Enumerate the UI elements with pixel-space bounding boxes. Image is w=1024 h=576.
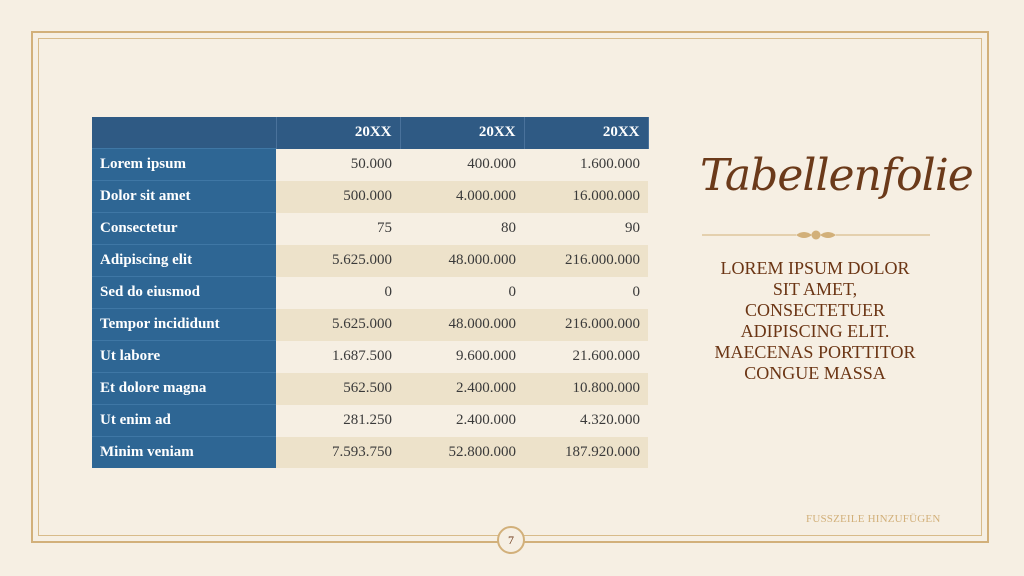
table-cell: 2.400.000 [400,405,524,437]
row-label: Dolor sit amet [92,181,276,213]
table-cell: 187.920.000 [524,437,648,469]
table-cell: 4.320.000 [524,405,648,437]
table-cell: 7.593.750 [276,437,400,469]
ornament-divider-icon [702,226,930,244]
row-label: Et dolore magna [92,373,276,405]
table-header-cell [92,117,276,149]
table-cell: 10.800.000 [524,373,648,405]
row-label: Ut enim ad [92,405,276,437]
table-cell: 281.250 [276,405,400,437]
data-table [92,117,649,468]
table-row [92,437,648,469]
table-row [92,341,648,373]
table-cell: 9.600.000 [400,341,524,373]
table-cell: 48.000.000 [400,309,524,341]
row-label: Adipiscing elit [92,245,276,277]
table-cell: 21.600.000 [524,341,648,373]
table-header-row [92,117,648,149]
table-header-cell: 20XX [276,117,400,149]
table-cell: 216.000.000 [524,245,648,277]
table-cell: 1.687.500 [276,341,400,373]
slide-body-text: LOREM IPSUM DOLOR SIT AMET, CONSECTETUER ADIPISCING ELIT. MAECENAS PORTTITOR CONGUE MASSA [714,258,916,383]
table-cell: 400.000 [400,149,524,181]
table-cell: 48.000.000 [400,245,524,277]
table-header-cell: 20XX [400,117,524,149]
table-cell: 5.625.000 [276,309,400,341]
table-row [92,309,648,341]
table-cell: 0 [276,277,400,309]
table-cell: 5.625.000 [276,245,400,277]
row-label: Consectetur [92,213,276,245]
table-cell: 80 [400,213,524,245]
table-row [92,181,648,213]
slide-title: Tabellenfolie [700,150,973,201]
table-cell: 500.000 [276,181,400,213]
table-row [92,213,648,245]
footer-text: FUSSZEILE HINZUFÜGEN [806,513,941,525]
row-label: Minim veniam [92,437,276,469]
table-header-cell: 20XX [524,117,648,149]
row-label: Sed do eiusmod [92,277,276,309]
row-label: Tempor incididunt [92,309,276,341]
table-cell: 4.000.000 [400,181,524,213]
table-cell: 0 [400,277,524,309]
row-label: Lorem ipsum [92,149,276,181]
table-cell: 0 [524,277,648,309]
table-cell: 16.000.000 [524,181,648,213]
table-cell: 1.600.000 [524,149,648,181]
page-number: 7 [508,533,514,547]
table-cell: 2.400.000 [400,373,524,405]
table-cell: 562.500 [276,373,400,405]
table-cell: 216.000.000 [524,309,648,341]
table-row [92,405,648,437]
table-row [92,245,648,277]
row-label: Ut labore [92,341,276,373]
table-row [92,373,648,405]
table-cell: 75 [276,213,400,245]
table-cell: 90 [524,213,648,245]
table-row [92,149,648,181]
table-cell: 52.800.000 [400,437,524,469]
table-cell: 50.000 [276,149,400,181]
page-number-badge [497,526,525,554]
table-row [92,277,648,309]
